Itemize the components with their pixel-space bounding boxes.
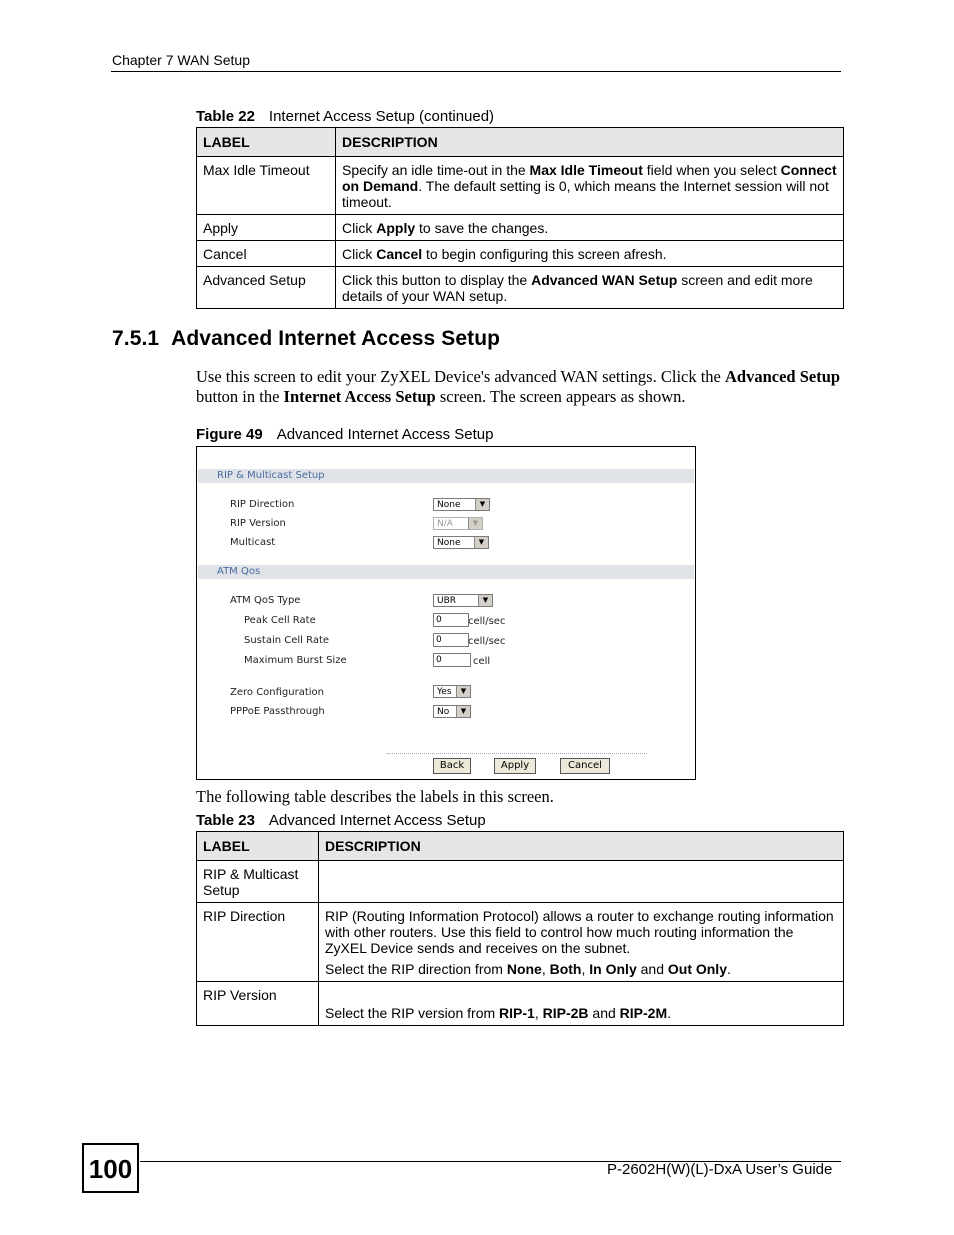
row-label: Cancel: [197, 241, 336, 267]
row-description: [319, 861, 844, 903]
figure49-screenshot: [196, 446, 696, 780]
table-row: [197, 982, 844, 1026]
section-number: 7.5.1: [112, 327, 160, 350]
chevron-down-icon: ▼: [478, 595, 492, 606]
table23-intro: The following table describes the labels in this screen.: [196, 787, 554, 806]
table-row: [197, 157, 844, 215]
peak-cell-rate-unit: cell/sec: [468, 616, 506, 627]
row-description: Click this button to display the Advanced WAN Setup screen and edit more details of your WAN setup.: [336, 267, 844, 309]
chevron-down-icon: ▼: [474, 537, 488, 548]
table23-header-label: LABEL: [197, 832, 319, 861]
atm-qos-header: ATM Qos: [217, 566, 261, 577]
rip-version-select[interactable]: N/A ▼: [433, 517, 483, 530]
row-description: Click Cancel to begin configuring this screen afresh.: [336, 241, 844, 267]
page-number: 100: [82, 1143, 139, 1193]
row-label: RIP Direction: [197, 903, 319, 982]
row-description: Specify an idle time-out in the Max Idle Timeout field when you select Connect on Demand. The default setting is 0, which means the Internet session will not timeout.: [336, 157, 844, 215]
pppoe-passthrough-select[interactable]: No ▼: [433, 705, 471, 718]
multicast-select[interactable]: None ▼: [433, 536, 489, 549]
section-heading: Advanced Internet Access Setup: [171, 327, 501, 350]
table-row: [197, 903, 844, 982]
figure49-caption-label: Figure 49: [196, 426, 263, 443]
guide-title: P-2602H(W)(L)-DxA User’s Guide: [607, 1161, 833, 1178]
section-title: [112, 327, 500, 351]
pppoe-passthrough-label: PPPoE Passthrough: [230, 706, 325, 717]
atm-qos-section-bar: [198, 565, 694, 579]
peak-cell-rate-label: Peak Cell Rate: [244, 615, 316, 626]
table22: [196, 127, 844, 309]
row-description: RIP (Routing Information Protocol) allows a router to exchange routing information with other routers. Use this field to control how much routing information the ZyXEL Device sends and receives on the subnet. Select the RIP direction from None, Both, In Only and Out Only.: [319, 903, 844, 982]
zero-configuration-select[interactable]: Yes ▼: [433, 685, 471, 698]
table-row: [197, 215, 844, 241]
rip-direction-select[interactable]: None ▼: [433, 498, 490, 511]
row-label: Max Idle Timeout: [197, 157, 336, 215]
table23-caption: [196, 812, 486, 829]
table22-header-description: DESCRIPTION: [336, 128, 844, 157]
rip-multicast-section-bar: [198, 469, 694, 483]
multicast-label: Multicast: [230, 537, 276, 548]
peak-cell-rate-input[interactable]: 0: [433, 613, 469, 627]
table-row: [197, 241, 844, 267]
table23-caption-title: Advanced Internet Access Setup: [268, 812, 486, 829]
table-row: [197, 861, 844, 903]
chapter-header: Chapter 7 WAN Setup: [112, 52, 250, 68]
header-rule: [111, 71, 841, 72]
table23: [196, 831, 844, 1026]
table23-header-description: DESCRIPTION: [319, 832, 844, 861]
sustain-cell-rate-label: Sustain Cell Rate: [244, 635, 330, 646]
rip-version-label: RIP Version: [230, 518, 286, 529]
figure49-caption-title: Advanced Internet Access Setup: [276, 426, 494, 443]
back-button[interactable]: Back: [433, 758, 471, 774]
row-label: Advanced Setup: [197, 267, 336, 309]
table22-header-row: [197, 128, 844, 157]
button-divider: [387, 753, 647, 754]
table22-caption-label: Table 22: [196, 108, 255, 125]
chevron-down-icon: ▼: [475, 499, 489, 510]
chevron-down-icon: ▼: [468, 518, 482, 529]
maximum-burst-size-label: Maximum Burst Size: [244, 655, 347, 666]
row-label: RIP & Multicast Setup: [197, 861, 319, 903]
chevron-down-icon: ▼: [456, 706, 470, 717]
zero-configuration-label: Zero Configuration: [230, 687, 325, 698]
table22-caption-title: Internet Access Setup (continued): [268, 108, 495, 125]
rip-direction-label: RIP Direction: [230, 499, 295, 510]
table-row: [197, 267, 844, 309]
row-description: Select the RIP version from RIP-1, RIP-2B and RIP-2M.: [319, 982, 844, 1026]
table22-header-label: LABEL: [197, 128, 336, 157]
cancel-button[interactable]: Cancel: [560, 758, 610, 774]
row-label: Apply: [197, 215, 336, 241]
figure49-caption: [196, 426, 494, 443]
sustain-cell-rate-input[interactable]: 0: [433, 633, 469, 647]
atm-qos-type-label: ATM QoS Type: [230, 595, 301, 606]
section-paragraph: Use this screen to edit your ZyXEL Device's advanced WAN settings. Click the Advanced Setup button in the Internet Access Setup screen. The screen appears as shown.: [196, 367, 841, 406]
sustain-cell-rate-unit: cell/sec: [468, 636, 506, 647]
maximum-burst-size-unit: cell: [473, 656, 491, 667]
row-label: RIP Version: [197, 982, 319, 1026]
table22-caption: [196, 108, 494, 125]
rip-multicast-header: RIP & Multicast Setup: [217, 470, 325, 481]
chevron-down-icon: ▼: [456, 686, 470, 697]
table23-header-row: [197, 832, 844, 861]
table23-caption-label: Table 23: [196, 812, 255, 829]
maximum-burst-size-input[interactable]: 0: [433, 653, 471, 667]
row-description: Click Apply to save the changes.: [336, 215, 844, 241]
apply-button[interactable]: Apply: [494, 758, 536, 774]
atm-qos-type-select[interactable]: UBR ▼: [433, 594, 493, 607]
